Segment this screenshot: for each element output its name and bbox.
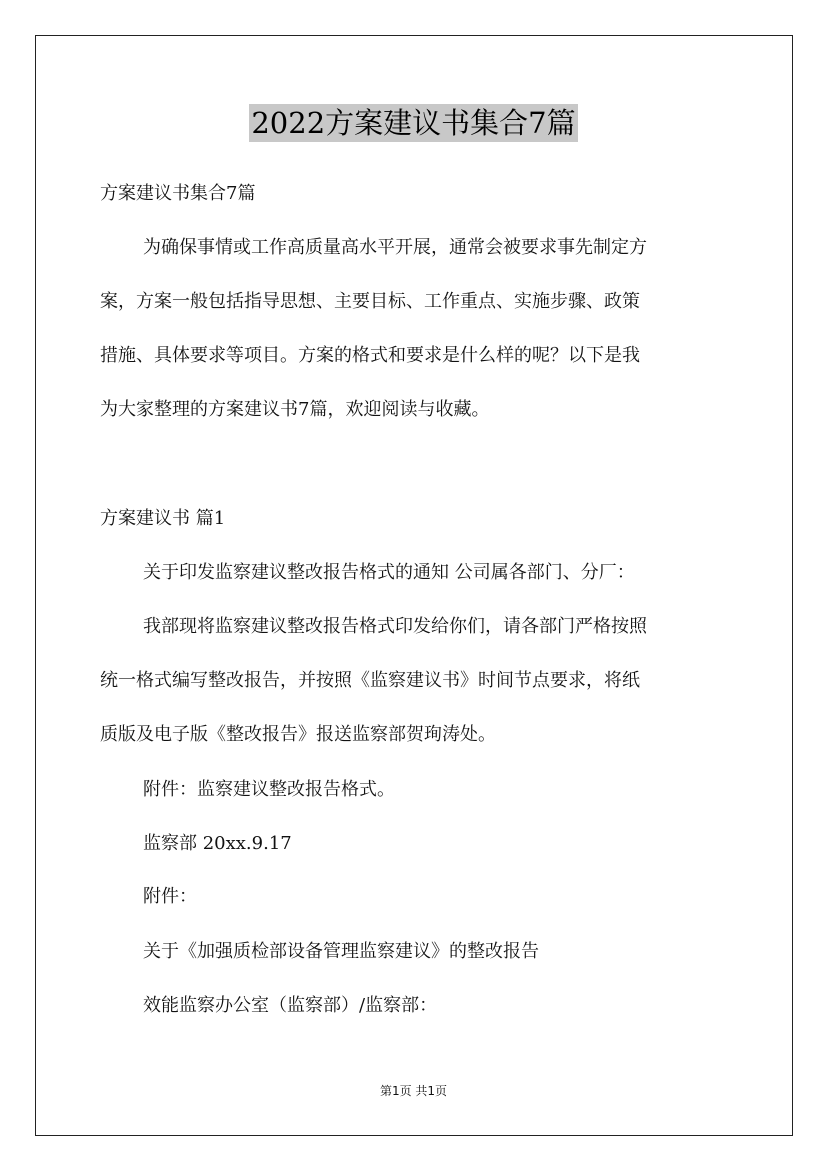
section-line-4: 质版及电子版《整改报告》报送监察部贺珣涛处。 <box>100 724 496 745</box>
section-line-1: 关于印发监察建议整改报告格式的通知 公司属各部门、分厂： <box>143 562 635 583</box>
section-heading: 方案建议书 篇1 <box>100 508 226 529</box>
section-line-7: 附件： <box>143 886 197 907</box>
section-line-9: 效能监察办公室（监察部）/监察部： <box>143 995 438 1016</box>
document-title-wrapper <box>0 104 827 142</box>
intro-line-1: 为确保事情或工作高质量高水平开展，通常会被要求事先制定方 <box>143 237 647 258</box>
section-line-3: 统一格式编写整改报告，并按照《监察建议书》时间节点要求，将纸 <box>100 670 640 691</box>
section-line-5: 附件：监察建议整改报告格式。 <box>143 779 395 800</box>
document-subtitle: 方案建议书集合7篇 <box>100 183 256 204</box>
section-line-6: 监察部 20xx.9.17 <box>143 833 292 854</box>
intro-line-3: 措施、具体要求等项目。方案的格式和要求是什么样的呢？以下是我 <box>100 345 640 366</box>
section-line-2: 我部现将监察建议整改报告格式印发给你们，请各部门严格按照 <box>143 616 647 637</box>
document-title: 2022方案建议书集合7篇 <box>251 106 576 140</box>
intro-line-2: 案，方案一般包括指导思想、主要目标、工作重点、实施步骤、政策 <box>100 291 640 312</box>
intro-line-4: 为大家整理的方案建议书7篇，欢迎阅读与收藏。 <box>100 399 490 420</box>
section-line-8: 关于《加强质检部设备管理监察建议》的整改报告 <box>143 941 539 962</box>
page-footer: 第1页 共1页 <box>379 1084 448 1098</box>
